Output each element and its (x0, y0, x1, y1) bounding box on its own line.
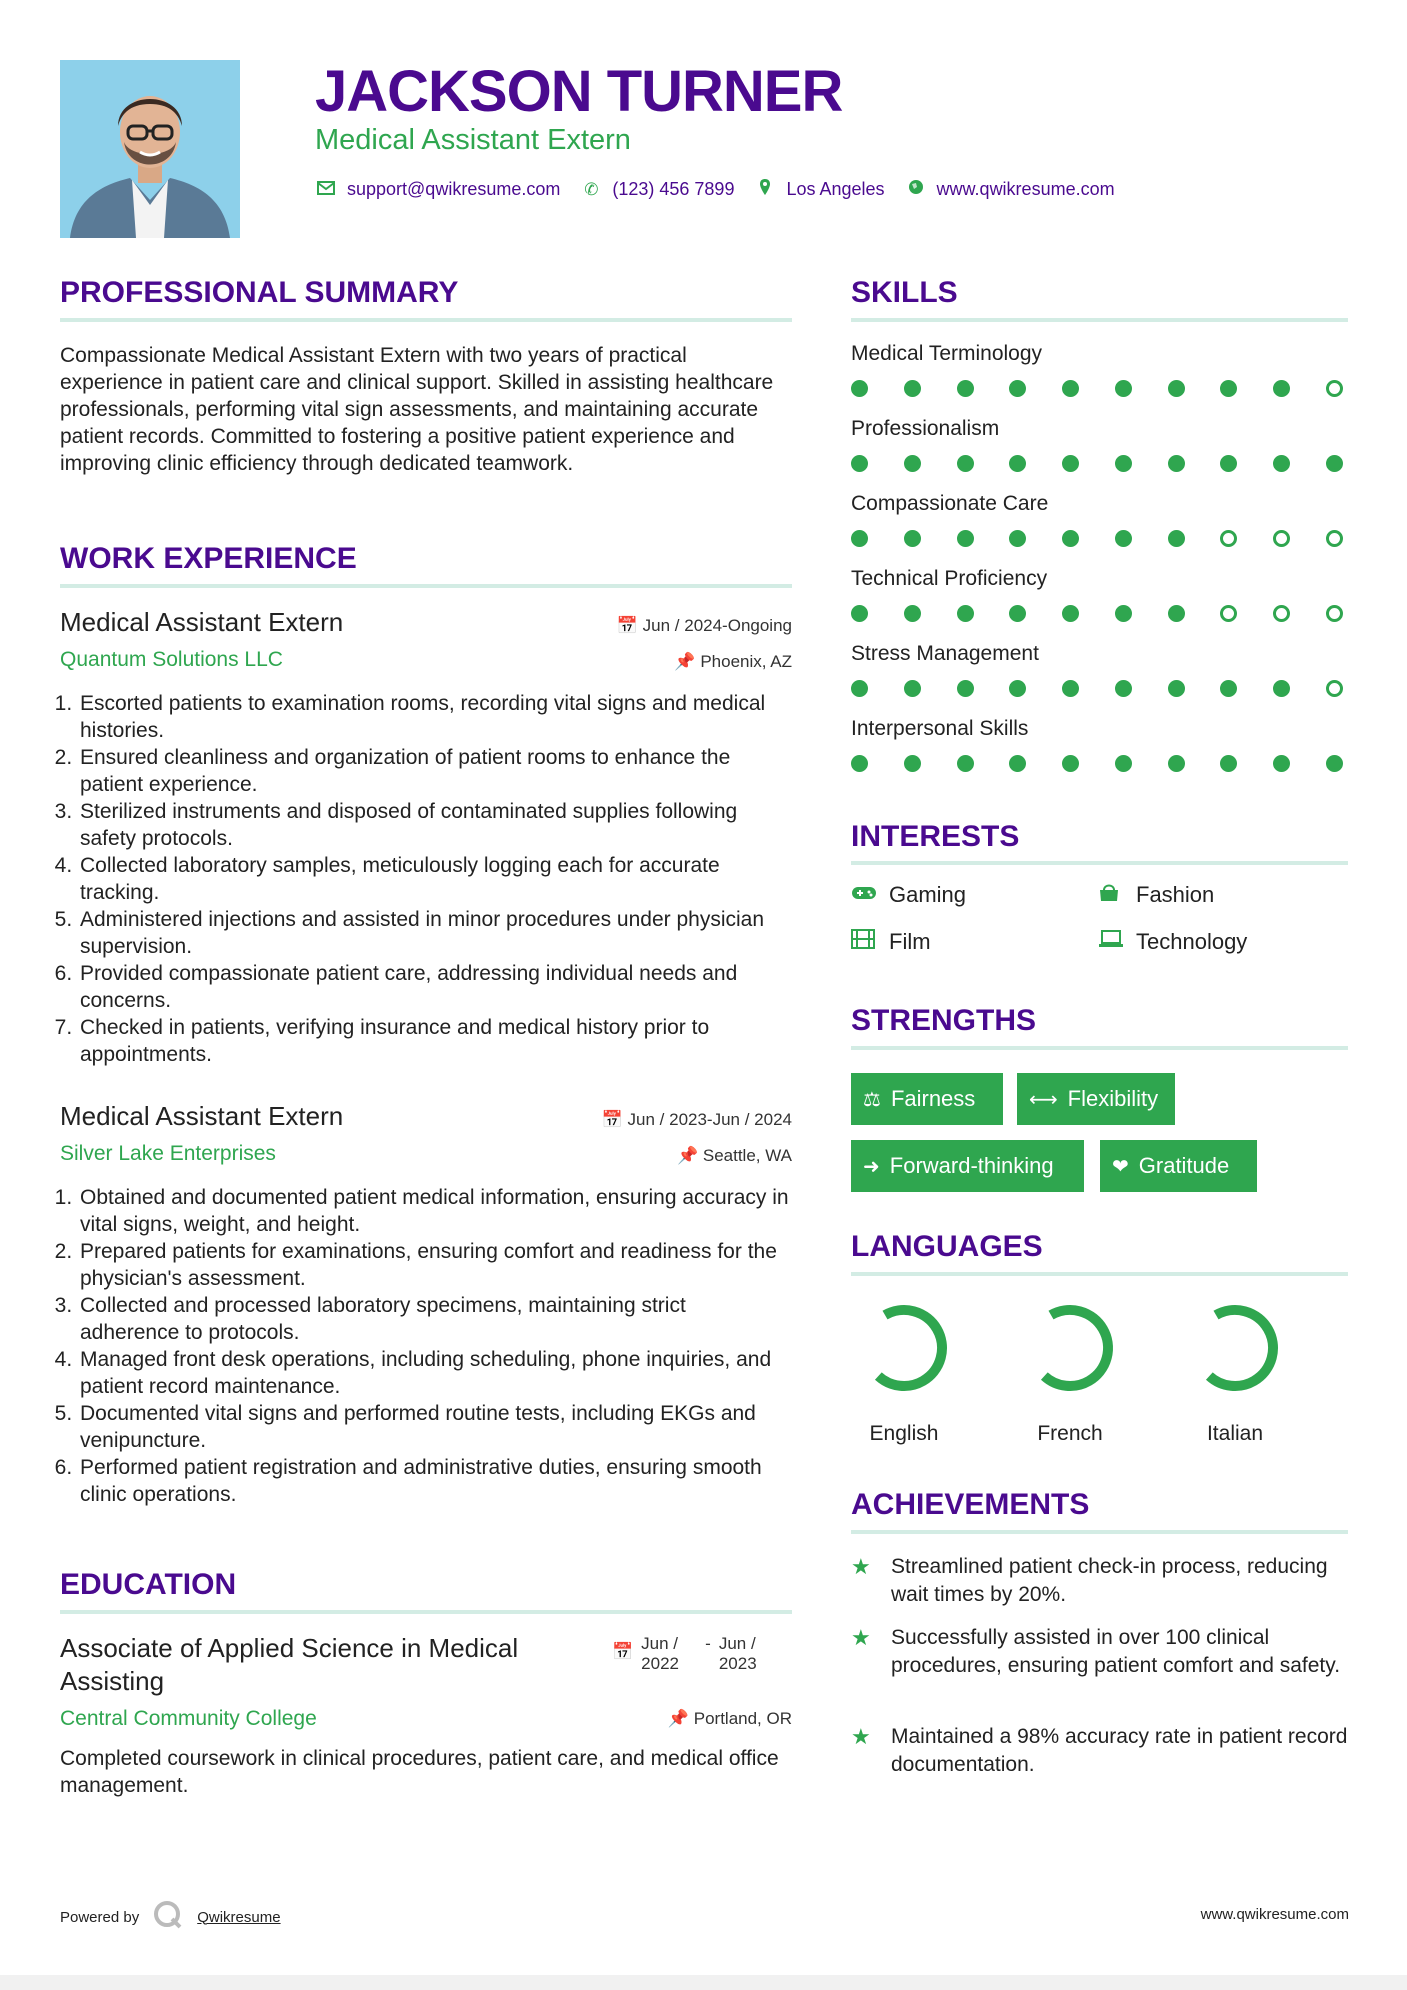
rating-dot-filled (1168, 680, 1185, 697)
job-location: 📌 Seattle, WA (676, 1146, 792, 1165)
rating-dot-empty (1220, 530, 1237, 547)
rating-dot-empty (1220, 605, 1237, 622)
strength-gratitude: ❤ Gratitude (1100, 1140, 1257, 1192)
rating-dot-filled (1009, 380, 1026, 397)
rating-dot-filled (851, 680, 868, 697)
summary-text: Compassionate Medical Assistant Extern with two years of practical experience in patient care and clinical support. Skilled in assisting healthcare professionals, performing vital sign assessments, and maintaining accurate patient records. Committed to fostering a positive patient experience and improving clinic efficiency through dedicated teamwork. (60, 344, 774, 475)
footer-powered-by: Powered by Qwikresume (60, 1900, 281, 1934)
phone-icon: ✆ (584, 179, 599, 199)
profile-photo (60, 60, 240, 238)
strengths-divider (851, 1046, 1348, 1050)
skill-name: Medical Terminology (851, 342, 1043, 365)
job-duties-list (60, 690, 790, 1068)
rating-dot-filled (1220, 755, 1237, 772)
rating-dot-filled (904, 755, 921, 772)
skills-heading: SKILLS (851, 276, 958, 309)
rating-dot-filled (1062, 455, 1079, 472)
star-icon: ★ (851, 1554, 871, 1579)
rating-dot-filled (1115, 680, 1132, 697)
rating-dot-filled (1220, 380, 1237, 397)
interests-heading: INTERESTS (851, 820, 1020, 853)
language-proficiency-arc (852, 1300, 956, 1396)
rating-dot-empty (1326, 605, 1343, 622)
list-item: 4. Managed front desk operations, including scheduling, phone inquiries, and patient record maintenance. (78, 1346, 790, 1400)
summary-divider (60, 318, 792, 322)
rating-dot-filled (957, 755, 974, 772)
calendar-icon: 📅 (616, 616, 638, 635)
interest-film: Film (851, 929, 931, 955)
rating-dot-filled (904, 530, 921, 547)
rating-dot-filled (1062, 680, 1079, 697)
rating-dot-filled (1062, 530, 1079, 547)
rating-dot-filled (1168, 755, 1185, 772)
rating-dot-filled (1009, 755, 1026, 772)
rating-dot-filled (1168, 605, 1185, 622)
rating-dot-filled (904, 605, 921, 622)
map-marker-icon (754, 178, 776, 201)
skill-name: Interpersonal Skills (851, 717, 1029, 740)
pin-icon: 📌 (676, 1146, 699, 1165)
list-item: 7. Checked in patients, verifying insurance and medical history prior to appointments. (78, 1014, 790, 1068)
contact-location: Los Angeles (786, 179, 885, 199)
skill-name: Stress Management (851, 642, 1039, 665)
rating-dot-filled (1168, 530, 1185, 547)
list-item: 6. Provided compassionate patient care, addressing individual needs and concerns. (78, 960, 790, 1014)
strength-forward-thinking: ➜ Forward-thinking (851, 1140, 1084, 1192)
experience-divider (60, 584, 792, 588)
job-company: Quantum Solutions LLC (60, 648, 283, 671)
language-item (849, 1300, 959, 1446)
rating-dot-filled (957, 380, 974, 397)
rating-dot-filled (1220, 455, 1237, 472)
education-description: Completed coursework in clinical procedures, patient care, and medical office management. (60, 1747, 779, 1797)
language-proficiency-ring (1015, 1300, 1125, 1396)
skill-name: Technical Proficiency (851, 567, 1048, 590)
rating-dot-filled (1273, 755, 1290, 772)
job-dates: 📅 Jun / 2023-Jun / 2024 (601, 1110, 792, 1129)
rating-dot-filled (1115, 380, 1132, 397)
rating-dot-filled (1115, 755, 1132, 772)
skill-rating (851, 530, 1343, 547)
skill-rating (851, 680, 1343, 697)
rating-dot-filled (1273, 455, 1290, 472)
rating-dot-filled (1115, 605, 1132, 622)
rating-dot-filled (1273, 680, 1290, 697)
achievements-heading: ACHIEVEMENTS (851, 1488, 1090, 1521)
rating-dot-filled (851, 530, 868, 547)
rating-dot-filled (1062, 755, 1079, 772)
shopping-bag-icon (1098, 882, 1126, 908)
list-item: 5. Documented vital signs and performed routine tests, including EKGs and venipuncture. (78, 1400, 790, 1454)
list-item: 3. Sterilized instruments and disposed of contaminated supplies following safety protocols. (78, 798, 790, 852)
rating-dot-filled (957, 680, 974, 697)
strength-flexibility: ⟷ Flexibility (1017, 1073, 1175, 1125)
rating-dot-filled (1326, 455, 1343, 472)
job-title: Medical Assistant Extern (60, 607, 344, 637)
school-name: Central Community College (60, 1707, 317, 1730)
interests-divider (851, 861, 1348, 865)
globe-icon (905, 179, 927, 200)
footer-url[interactable]: www.qwikresume.com (1200, 1906, 1349, 1923)
rating-dot-filled (1009, 455, 1026, 472)
language-name: French (1037, 1422, 1103, 1445)
skill-rating (851, 605, 1343, 622)
language-item (1015, 1300, 1125, 1446)
rating-dot-filled (1273, 380, 1290, 397)
list-item: 2. Prepared patients for examinations, ensuring comfort and readiness for the physician's assessment. (78, 1238, 790, 1292)
list-item: 5. Administered injections and assisted in minor procedures under physician supervision. (78, 906, 790, 960)
experience-heading: WORK EXPERIENCE (60, 542, 357, 575)
list-item: 1. Escorted patients to examination rooms, recording vital signs and medical histories. (78, 690, 790, 744)
skills-divider (851, 318, 1348, 322)
rating-dot-filled (904, 380, 921, 397)
rating-dot-filled (1115, 455, 1132, 472)
language-proficiency-arc (1018, 1300, 1122, 1396)
language-proficiency-ring (849, 1300, 959, 1396)
job-company: Silver Lake Enterprises (60, 1142, 276, 1165)
calendar-icon: 📅 (601, 1110, 623, 1129)
film-icon (851, 929, 879, 955)
contact-website[interactable]: www.qwikresume.com (936, 179, 1115, 199)
calendar-icon: 📅 (612, 1642, 634, 1661)
education-divider (60, 1610, 792, 1614)
rating-dot-filled (1326, 755, 1343, 772)
gamepad-icon (851, 884, 879, 907)
pin-icon: 📌 (667, 1709, 689, 1728)
skill-rating (851, 755, 1343, 772)
achievements-divider (851, 1530, 1348, 1534)
arrows-horizontal-icon: ⟷ (1029, 1088, 1058, 1111)
languages-divider (851, 1272, 1348, 1276)
strength-fairness: ⚖ Fairness (851, 1073, 1003, 1125)
qwikresume-logo-icon (153, 1900, 183, 1934)
strengths-heading: STRENGTHS (851, 1004, 1037, 1037)
summary-heading: PROFESSIONAL SUMMARY (60, 276, 459, 309)
language-name: Italian (1206, 1422, 1264, 1445)
star-icon: ★ (851, 1724, 871, 1749)
brand-link[interactable]: Qwikresume (197, 1908, 281, 1926)
rating-dot-filled (1009, 605, 1026, 622)
list-item: 2. Ensured cleanliness and organization of patient rooms to enhance the patient experience. (78, 744, 790, 798)
rating-dot-filled (1220, 680, 1237, 697)
bottom-bar (0, 1975, 1407, 1990)
languages-heading: LANGUAGES (851, 1230, 1043, 1263)
rating-dot-filled (1168, 380, 1185, 397)
skill-rating (851, 380, 1343, 397)
rating-dot-filled (851, 755, 868, 772)
candidate-title: Medical Assistant Extern (315, 124, 631, 156)
rating-dot-filled (904, 455, 921, 472)
rating-dot-filled (957, 530, 974, 547)
rating-dot-filled (1062, 605, 1079, 622)
language-proficiency-arc (1183, 1300, 1287, 1396)
skill-name: Professionalism (851, 417, 1000, 440)
list-item: 4. Collected laboratory samples, meticulously logging each for accurate tracking. (78, 852, 790, 906)
rating-dot-empty (1273, 605, 1290, 622)
laptop-icon (1098, 930, 1126, 954)
education-heading: EDUCATION (60, 1568, 237, 1601)
list-item: 1. Obtained and documented patient medical information, ensuring accuracy in vital signs, weight, and height. (78, 1184, 790, 1238)
star-icon: ★ (851, 1625, 871, 1650)
rating-dot-empty (1273, 530, 1290, 547)
envelope-icon (315, 180, 337, 200)
list-item: 3. Collected and processed laboratory specimens, maintaining strict adherence to protocols. (78, 1292, 790, 1346)
rating-dot-filled (851, 605, 868, 622)
job-location: 📌 Phoenix, AZ (674, 652, 792, 671)
achievement-item: ★ Maintained a 98% accuracy rate in patient record documentation. (851, 1723, 1348, 1779)
arrow-right-icon: ➜ (863, 1155, 880, 1178)
achievement-item: ★ Streamlined patient check-in process, reducing wait times by 20%. (851, 1553, 1348, 1609)
job-dates: 📅 Jun / 2024-Ongoing (616, 616, 792, 635)
rating-dot-filled (1062, 380, 1079, 397)
degree-title: Associate of Applied Science in Medical Assisting (60, 1633, 519, 1696)
pin-icon: 📌 (674, 652, 696, 671)
contact-email[interactable]: support@qwikresume.com (347, 179, 561, 199)
education-location: 📌 Portland, OR (667, 1709, 792, 1728)
rating-dot-empty (1326, 680, 1343, 697)
rating-dot-filled (957, 605, 974, 622)
balance-scale-icon: ⚖ (863, 1088, 881, 1111)
rating-dot-empty (1326, 530, 1343, 547)
rating-dot-empty (1326, 380, 1343, 397)
language-name: English (869, 1422, 939, 1445)
interest-technology: Technology (1098, 929, 1247, 955)
rating-dot-filled (1009, 530, 1026, 547)
rating-dot-filled (904, 680, 921, 697)
contact-bar (315, 178, 1135, 201)
interest-fashion: Fashion (1098, 882, 1214, 908)
rating-dot-filled (1115, 530, 1132, 547)
rating-dot-filled (957, 455, 974, 472)
rating-dot-filled (1009, 680, 1026, 697)
rating-dot-filled (851, 380, 868, 397)
rating-dot-filled (851, 455, 868, 472)
candidate-name: JACKSON TURNER (315, 59, 843, 124)
interest-gaming: Gaming (851, 882, 966, 908)
achievement-item: ★ Successfully assisted in over 100 clinical procedures, ensuring patient comfort and safety. (851, 1624, 1348, 1680)
job-duties-list (60, 1184, 790, 1508)
rating-dot-filled (1168, 455, 1185, 472)
list-item: 6. Performed patient registration and administrative duties, ensuring smooth clinic operations. (78, 1454, 790, 1508)
job-title: Medical Assistant Extern (60, 1101, 344, 1131)
language-item (1180, 1300, 1290, 1446)
education-dates: 📅 Jun / 2022 - Jun / 2023 (612, 1634, 757, 1673)
skill-name: Compassionate Care (851, 492, 1049, 515)
contact-phone[interactable]: (123) 456 7899 (612, 179, 735, 199)
language-proficiency-ring (1180, 1300, 1290, 1396)
skill-rating (851, 455, 1343, 472)
heart-icon: ❤ (1112, 1155, 1129, 1178)
